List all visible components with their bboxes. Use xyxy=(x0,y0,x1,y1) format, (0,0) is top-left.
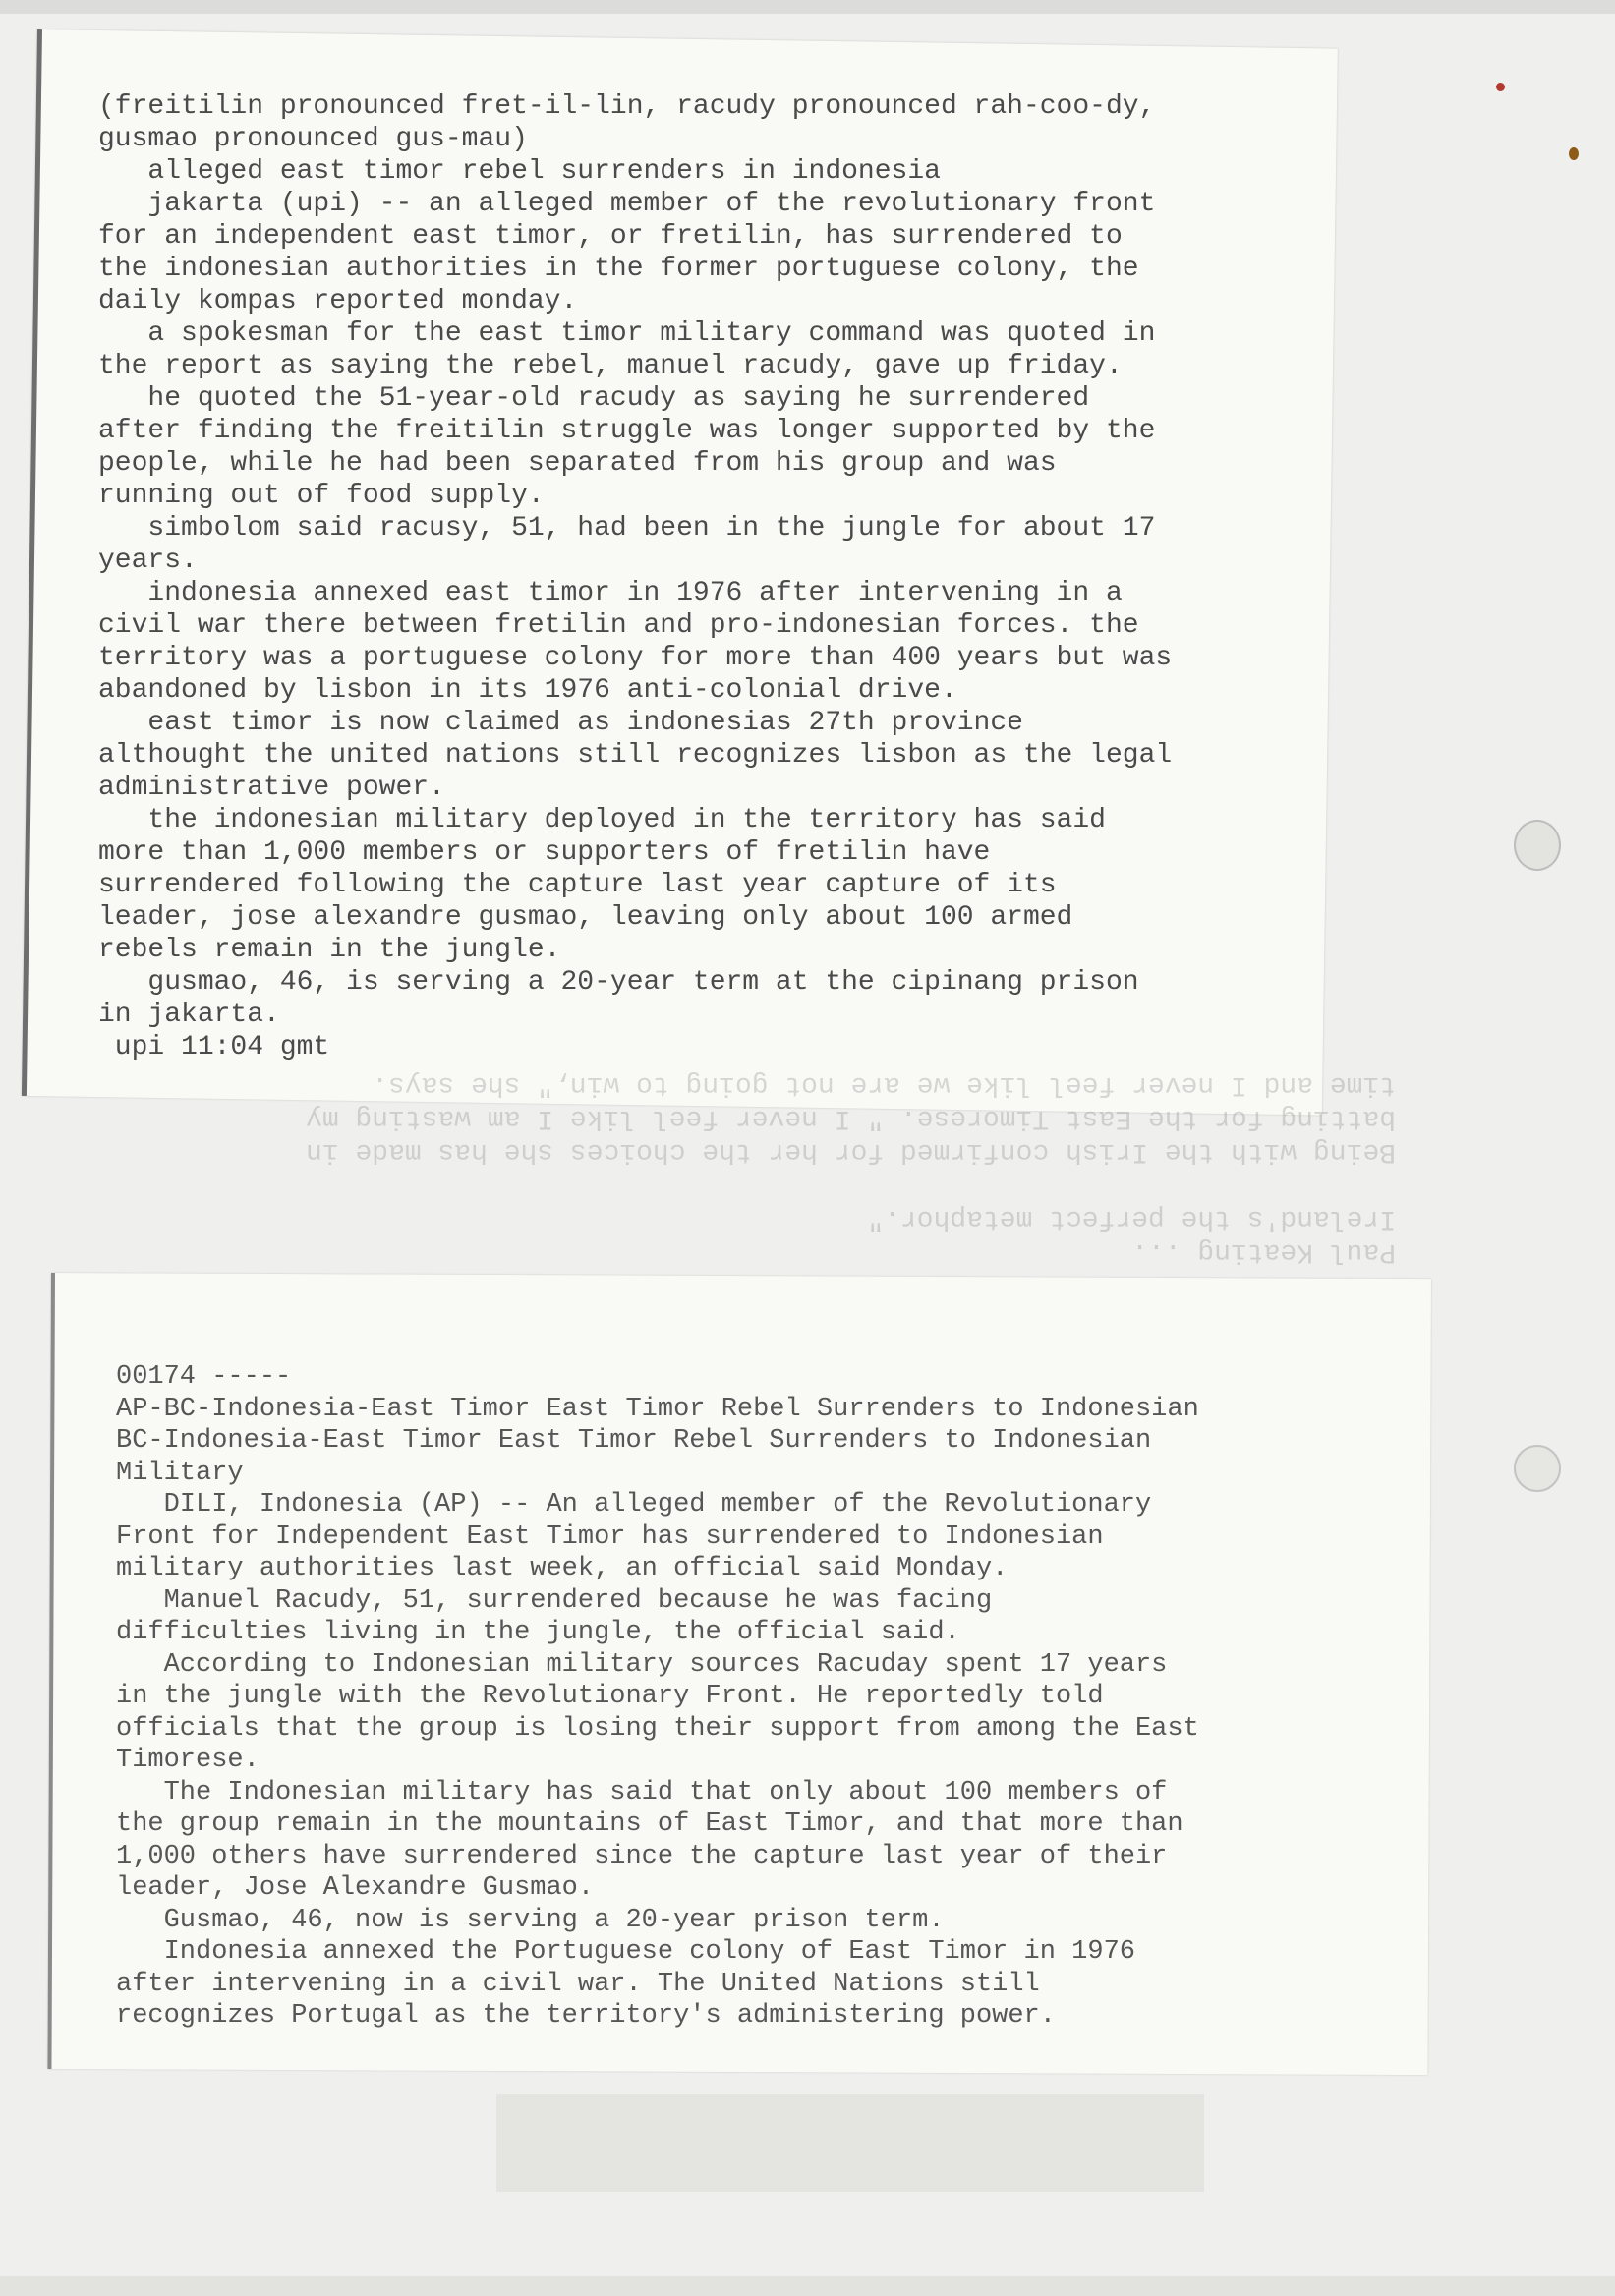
scan-edge-bottom xyxy=(0,2276,1615,2296)
upi-article-text: (freitilin pronounced fret-il-lin, racudy pronounced rah-coo-dy, gusmao pronounced gus-mau) alleged east timor rebel surrenders in indonesia jakarta (upi) -- an alleged member of the revolutionary front for an independent east timor, or fretilin, has surrendered to the indonesian authorities in the former portuguese colony, the daily kompas reported monday. a spokesman for the east timor military command was quoted in the report as saying the rebel, manuel racudy, gave up friday. he quoted the 51-year-old racudy as saying he surrendered after finding the freitilin struggle was longer supported by the people, while he had been separated from his group and was running out of food supply. simbolom said racusy, 51, had been in the jungle for about 17 years. indonesia annexed east timor in 1976 after intervening in a civil war there between fretilin and pro-indonesian forces. the territory was a portuguese colony for more than 400 years but was abandoned by lisbon in its 1976 anti-colonial drive. east timor is now claimed as indonesias 27th province althought the united nations still recognizes lisbon as the legal administrative power. the indonesian military deployed in the territory has said more than 1,000 members or supporters of fretilin have surrendered following the capture last year capture of its leader, jose alexandre gusmao, leaving only about 100 armed rebels remain in the jungle. gusmao, 46, is serving a 20-year term at the cipinang prison in jakarta. upi 11:04 gmt xyxy=(98,91,1173,1062)
reversed-print-text: Paul Keating ... Ireland's the perfect metaphor." Being with the Irish confirmed for her the choices she has made in batting for the East Timorese. " I never feel like I am wasting my time and I never feel like we are not going to win," she says. xyxy=(306,1069,1396,1267)
reversed-show-through xyxy=(306,1069,1396,1268)
scan-edge-top xyxy=(0,0,1615,14)
ap-article-text: 00174 ----- AP-BC-Indonesia-East Timor East Timor Rebel Surrenders to Indonesian BC-Indonesia-East Timor East Timor Rebel Surrenders to Indonesian Military DILI, Indonesia (AP) -- An alleged member of the Revolutionary Front for Independent East Timor has surrendered to Indonesian military authorities last week, an official said Monday. Manuel Racudy, 51, surrendered because he was facing difficulties living in the jungle, the official said. According to Indonesian military sources Racuday spent 17 years in the jungle with the Revolutionary Front. He reportedly told officials that the group is losing their support from among the East Timorese. The Indonesian military has said that only about 100 members of the group remain in the mountains of East Timor, and that more than 1,000 others have surrendered since the capture last year of their leader, Jose Alexandre Gusmao. Gusmao, 46, now is serving a 20-year prison term. Indonesia annexed the Portuguese colony of East Timor in 1976 after intervening in a civil war. The United Nations still recognizes Portugal as the territory's administering power. xyxy=(116,1362,1199,2031)
paper-hole-mark xyxy=(1514,1445,1561,1492)
brown-speck xyxy=(1569,147,1579,160)
red-speck xyxy=(1496,83,1505,91)
paper-hole-mark xyxy=(1514,820,1561,871)
underlying-clipping-shadow xyxy=(496,2094,1204,2192)
